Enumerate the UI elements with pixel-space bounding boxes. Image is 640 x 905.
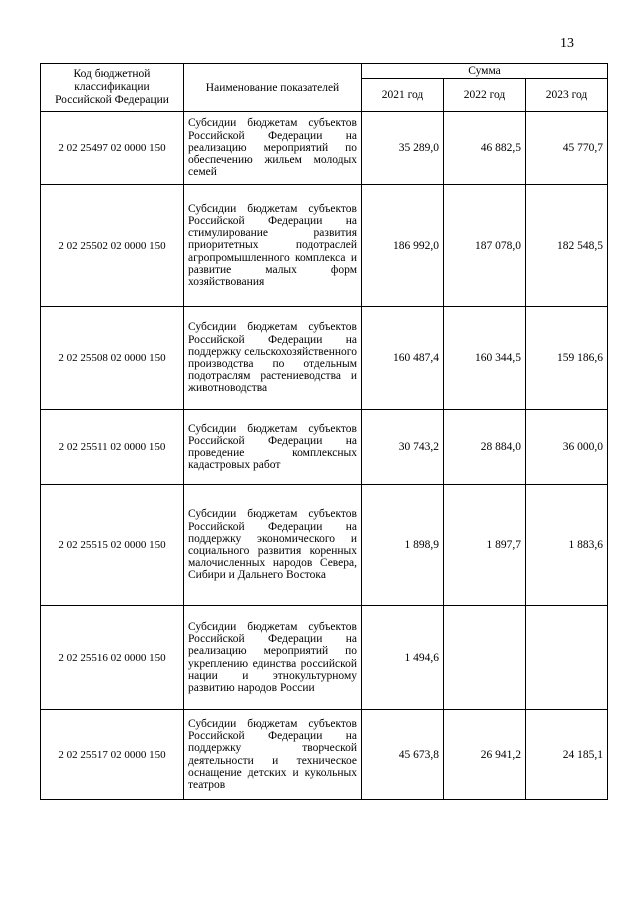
amount-2021: 1 494,6 xyxy=(362,606,444,710)
amount-2021: 1 898,9 xyxy=(362,485,444,606)
table-row xyxy=(41,307,608,410)
amount-2021: 35 289,0 xyxy=(362,112,444,185)
table-row xyxy=(41,410,608,485)
table-row xyxy=(41,185,608,307)
header-sum: Сумма xyxy=(362,64,608,79)
header-year-2022: 2022 год xyxy=(444,79,526,112)
amount-2023 xyxy=(526,606,608,710)
budget-code: 2 02 25508 02 0000 150 xyxy=(41,307,184,410)
amount-2023: 159 186,6 xyxy=(526,307,608,410)
budget-table xyxy=(40,63,608,800)
table-row xyxy=(41,710,608,800)
amount-2022 xyxy=(444,606,526,710)
indicator-name: Субсидии бюджетам субъектов Российской Федерации на реализацию мероприятий по обеспечению жильем молодых семей xyxy=(184,112,362,185)
amount-2021: 30 743,2 xyxy=(362,410,444,485)
amount-2023: 1 883,6 xyxy=(526,485,608,606)
amount-2023: 45 770,7 xyxy=(526,112,608,185)
header-year-2023: 2023 год xyxy=(526,79,608,112)
amount-2023: 36 000,0 xyxy=(526,410,608,485)
amount-2023: 182 548,5 xyxy=(526,185,608,307)
amount-2021: 186 992,0 xyxy=(362,185,444,307)
amount-2022: 1 897,7 xyxy=(444,485,526,606)
budget-code: 2 02 25511 02 0000 150 xyxy=(41,410,184,485)
amount-2022: 46 882,5 xyxy=(444,112,526,185)
amount-2022: 160 344,5 xyxy=(444,307,526,410)
indicator-name: Субсидии бюджетам субъектов Российской Федерации на стимулирование развития приоритетных подотраслей агропромышленного комплекса и развитие малых форм хозяйствования xyxy=(184,185,362,307)
amount-2023: 24 185,1 xyxy=(526,710,608,800)
amount-2022: 26 941,2 xyxy=(444,710,526,800)
table-row xyxy=(41,485,608,606)
indicator-name: Субсидии бюджетам субъектов Российской Федерации на проведение комплексных кадастровых работ xyxy=(184,410,362,485)
table-row xyxy=(41,112,608,185)
indicator-name: Субсидии бюджетам субъектов Российской Федерации на поддержку творческой деятельности и техническое оснащение детских и кукольных театров xyxy=(184,710,362,800)
amount-2021: 160 487,4 xyxy=(362,307,444,410)
header-name: Наименование показателей xyxy=(184,64,362,112)
indicator-name: Субсидии бюджетам субъектов Российской Федерации на реализацию мероприятий по укреплению единства российской нации и этнокультурному развитию народов России xyxy=(184,606,362,710)
table-row xyxy=(41,606,608,710)
budget-code: 2 02 25515 02 0000 150 xyxy=(41,485,184,606)
amount-2022: 28 884,0 xyxy=(444,410,526,485)
budget-code: 2 02 25516 02 0000 150 xyxy=(41,606,184,710)
amount-2021: 45 673,8 xyxy=(362,710,444,800)
budget-code: 2 02 25497 02 0000 150 xyxy=(41,112,184,185)
indicator-name: Субсидии бюджетам субъектов Российской Федерации на поддержку экономического и социального развития коренных малочисленных народов Севера, Сибири и Дальнего Востока xyxy=(184,485,362,606)
budget-code: 2 02 25502 02 0000 150 xyxy=(41,185,184,307)
amount-2022: 187 078,0 xyxy=(444,185,526,307)
header-code: Код бюджетной классификации Российской Федерации xyxy=(41,64,184,112)
indicator-name: Субсидии бюджетам субъектов Российской Федерации на поддержку сельскохозяйственного производства по отдельным подотраслям растениеводства и животноводства xyxy=(184,307,362,410)
page-number: 13 xyxy=(560,36,574,51)
header-year-2021: 2021 год xyxy=(362,79,444,112)
budget-code: 2 02 25517 02 0000 150 xyxy=(41,710,184,800)
